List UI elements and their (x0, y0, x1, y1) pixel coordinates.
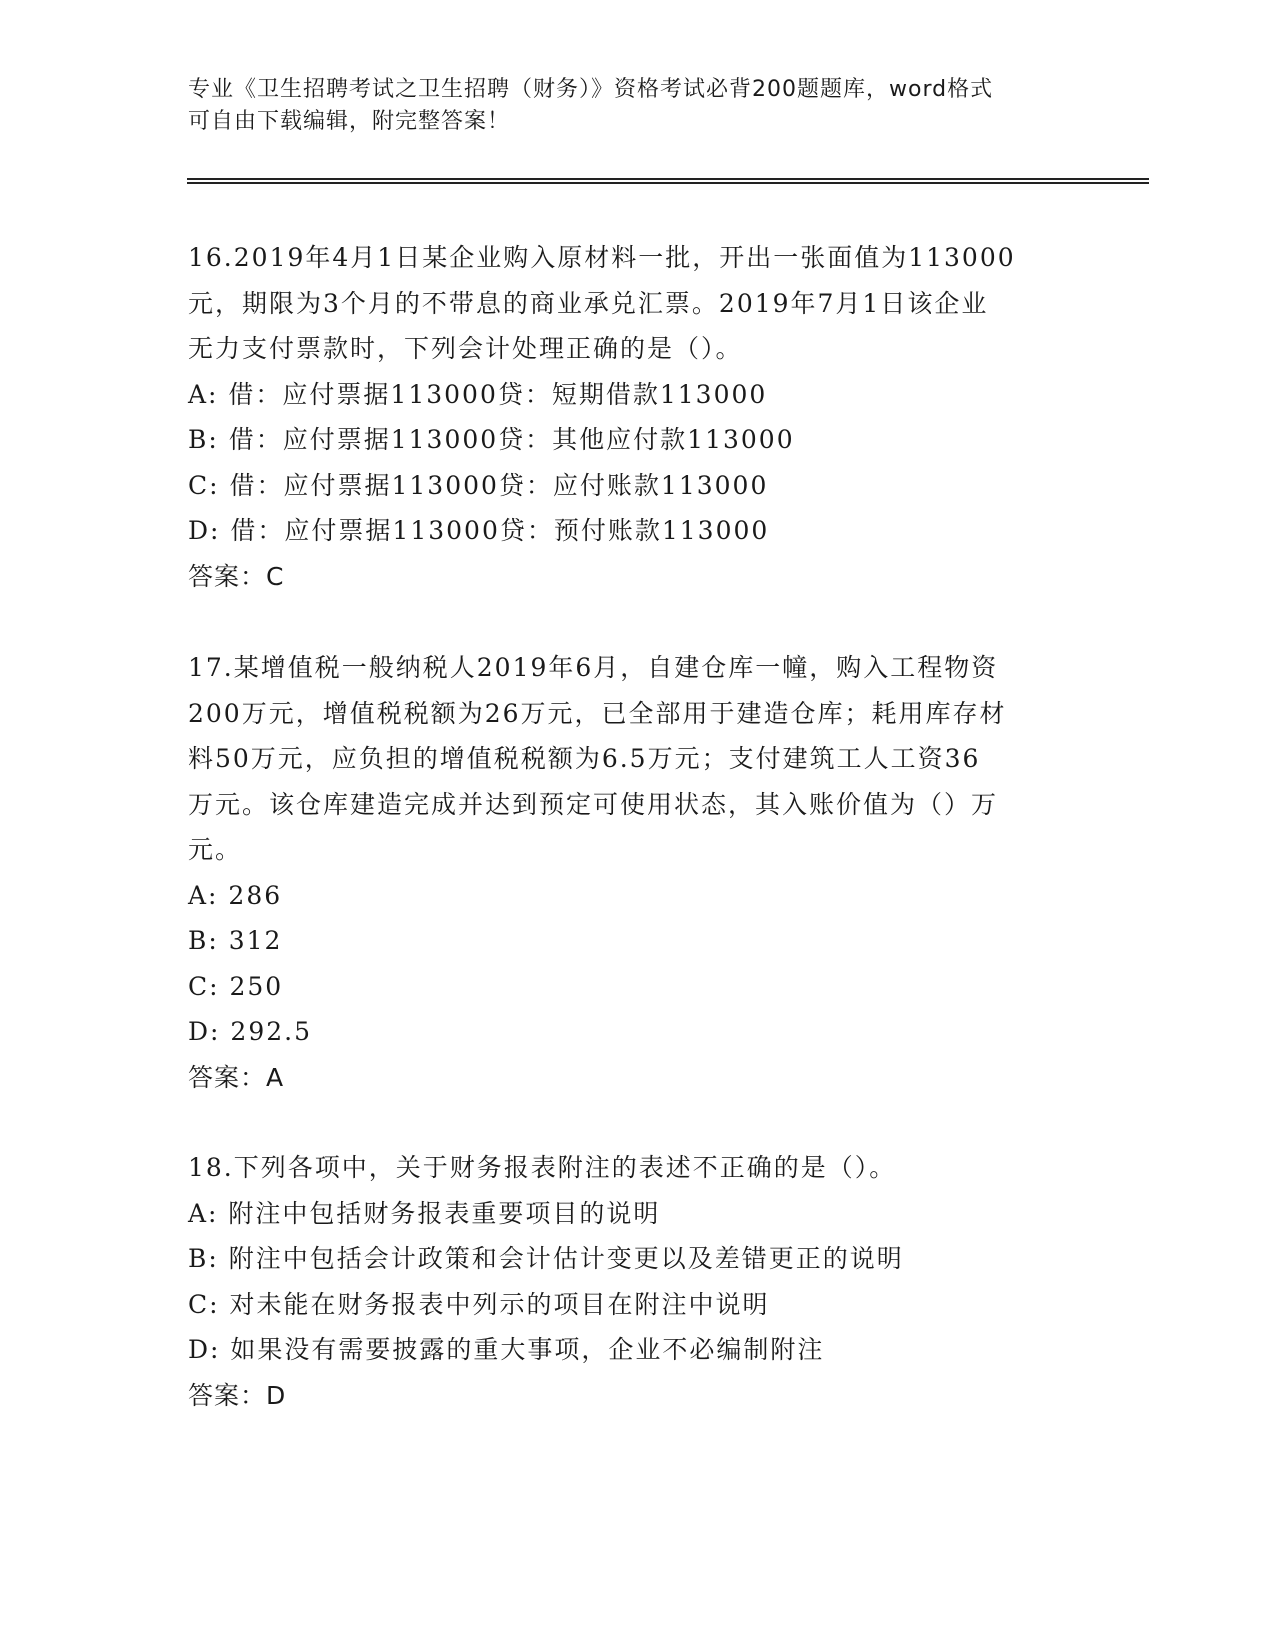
question-18 (188, 1145, 1088, 1418)
option-c: C: 对未能在财务报表中列示的项目在附注中说明 (188, 1289, 770, 1319)
option-b: B: 附注中包括会计政策和会计估计变更以及差错更正的说明 (188, 1244, 904, 1273)
page-header (188, 74, 1068, 138)
option-d: D: 借：应付票据113000贷：预付账款113000 (188, 516, 770, 545)
answer-line: 答案：A (188, 1062, 285, 1092)
question-17 (188, 645, 1088, 1100)
question-stem-line: 料50万元，应负担的增值税税额为6.5万元；支付建筑工人工资36 (188, 744, 981, 773)
question-stem-line: 200万元，增值税税额为26万元，已全部用于建造仓库；耗用库存材 (188, 698, 1007, 728)
header-line-2: 可自由下载编辑，附完整答案！ (188, 109, 511, 134)
question-stem-line: 16.2019年4月1日某企业购入原材料一批，开出一张面值为113000 (188, 243, 1016, 272)
header-divider-bottom (187, 182, 1149, 184)
question-16 (188, 235, 1088, 599)
header-line-1: 专业《卫生招聘考试之卫生招聘（财务）》资格考试必背200题题库，word格式 (188, 77, 994, 102)
option-a: A: 286 (188, 880, 283, 910)
question-stem-line: 无力支付票款时，下列会计处理正确的是（）。 (188, 334, 743, 363)
option-d: D: 如果没有需要披露的重大事项，企业不必编制附注 (188, 1335, 825, 1364)
header-divider-top (187, 178, 1149, 180)
question-stem-line: 元，期限为3个月的不带息的商业承兑汇票。2019年7月1日该企业 (188, 288, 989, 318)
answer-line: 答案：C (188, 561, 285, 591)
option-d: D: 292.5 (188, 1017, 312, 1046)
option-b: B: 借：应付票据113000贷：其他应付款113000 (188, 425, 795, 454)
option-a: A: 借：应付票据113000贷：短期借款113000 (188, 379, 768, 409)
option-b: B: 312 (188, 926, 283, 955)
option-c: C: 250 (188, 971, 284, 1001)
question-stem-line: 万元。该仓库建造完成并达到预定可使用状态，其入账价值为（）万 (188, 789, 999, 819)
option-c: C: 借：应付票据113000贷：应付账款113000 (188, 470, 769, 500)
question-stem-line: 18.下列各项中，关于财务报表附注的表述不正确的是（）。 (188, 1153, 897, 1182)
option-a: A: 附注中包括财务报表重要项目的说明 (188, 1198, 661, 1228)
question-stem-line: 元。 (188, 835, 243, 864)
answer-line: 答案：D (188, 1380, 287, 1410)
question-stem-line: 17.某增值税一般纳税人2019年6月，自建仓库一幢，购入工程物资 (188, 653, 999, 682)
